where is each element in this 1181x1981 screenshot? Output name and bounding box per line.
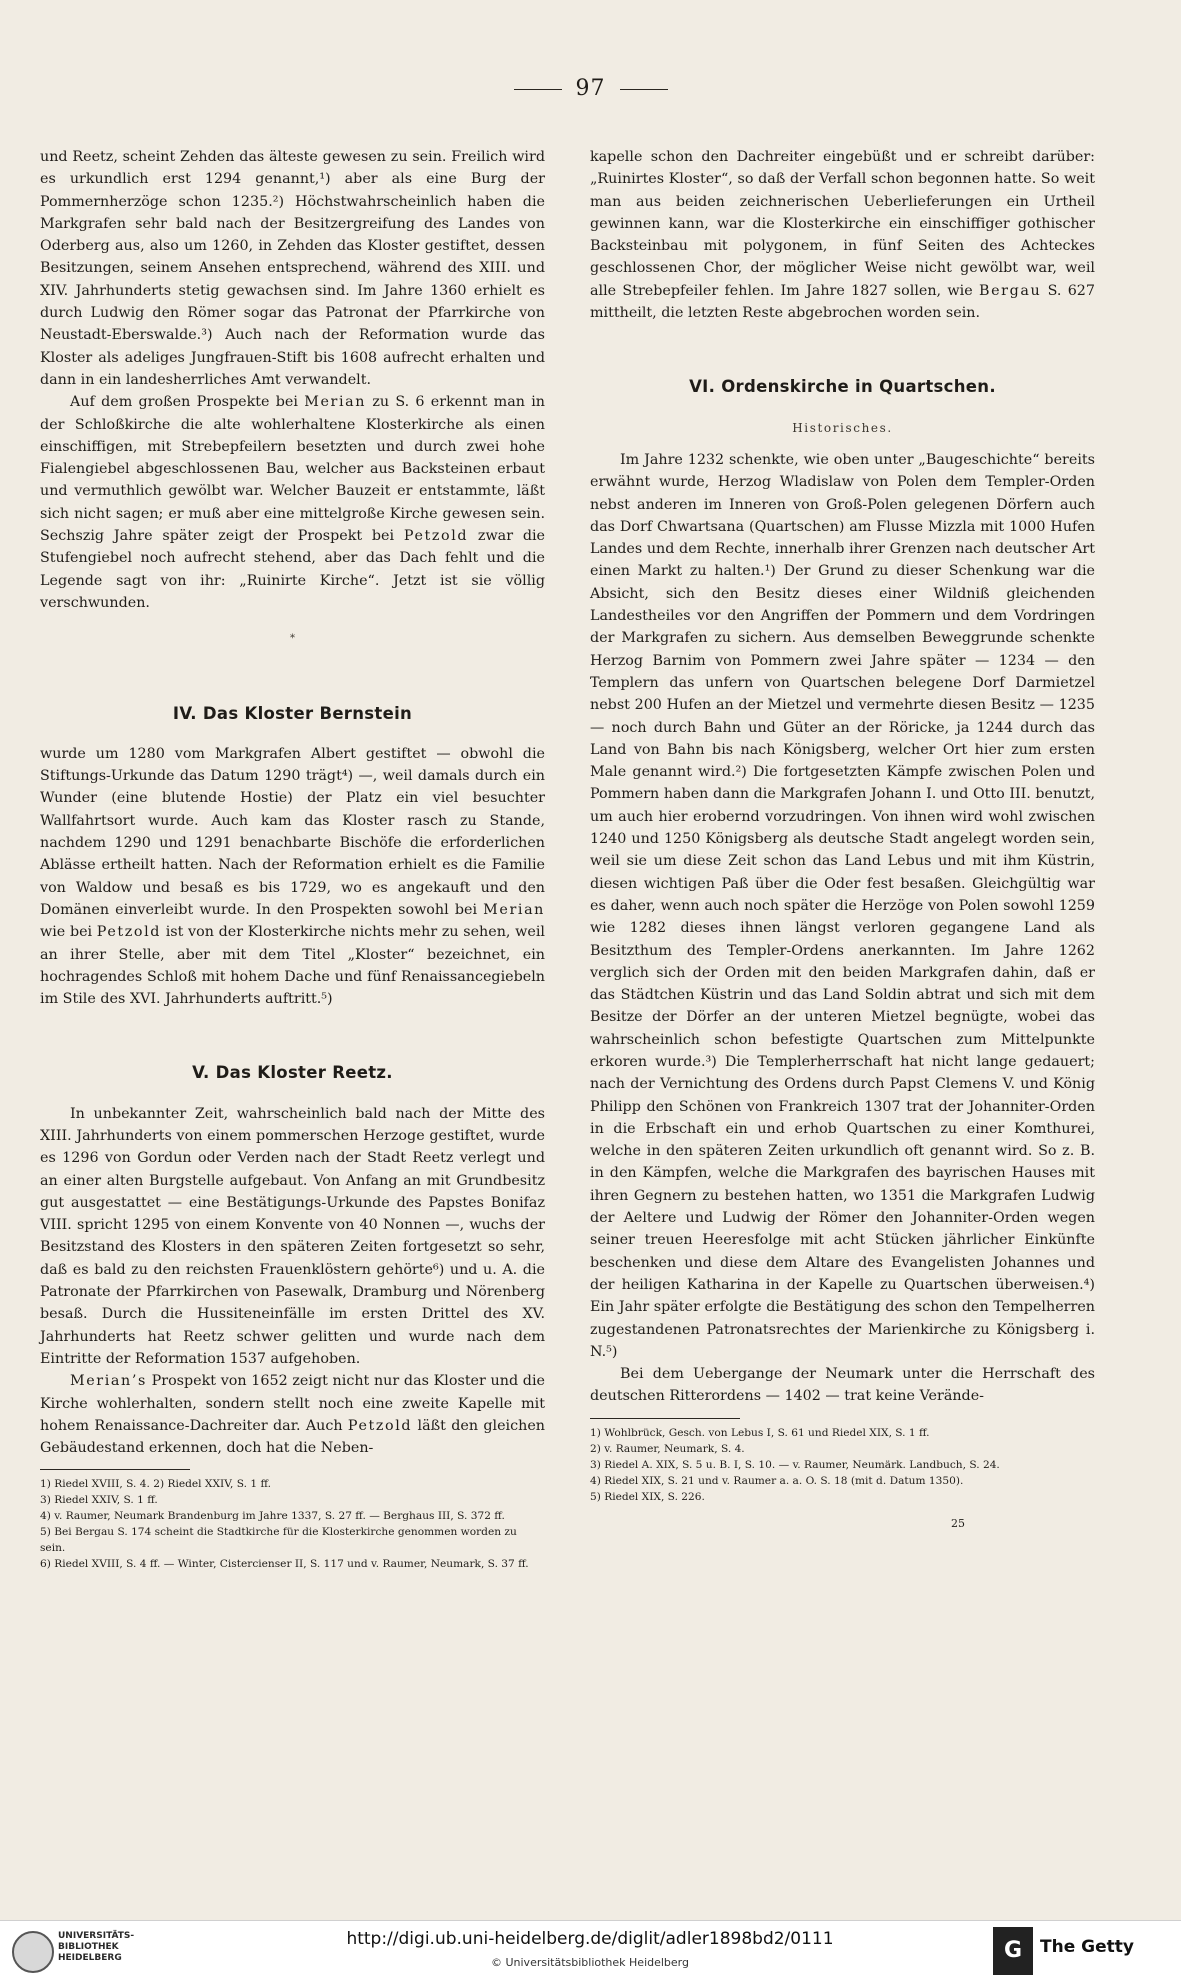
footnote-rule <box>590 1418 740 1419</box>
paragraph: und Reetz, scheint Zehden das älteste gewesen zu sein. Freilich wird es urkundlich erst 1294 genannt,¹) aber als eine Burg der Pommernherzöge schon 1235.²) Höchstwahrscheinlich haben die Markgrafen sehr bald nach der Besitzergreifung des Landes von Oderberg aus, also um 1260, in Zehden das Kloster gestiftet, dessen Besitzungen, seinem Ansehen entsprechend, während des XIII. und XIV. Jahrhunderts stetig gewachsen sind. Im Jahre 1360 erhielt es durch Ludwig den Römer sogar das Patronat der Pfarrkirche von Neustadt-Eberswalde.³) Auch nach der Reformation wurde das Kloster als adeliges Jungfrauen-Stift bis 1608 aufrecht erhalten und dann in ein landesherrliches Amt verwandelt. <box>40 149 545 388</box>
name-spaced: Merian <box>304 394 367 411</box>
permalink-url[interactable]: http://digi.ub.uni-heidelberg.de/diglit/adler1898bd2/0111 <box>346 1929 834 1949</box>
copyright-text: © Universitätsbibliothek Heidelberg <box>490 1956 689 1969</box>
section-heading: IV. Das Kloster Bernstein <box>172 703 413 723</box>
footnote: 6) Riedel XVIII, S. 4 ff. — Winter, Cistercienser II, S. 117 und v. Raumer, Neumark, S. 37 ff. <box>40 1558 529 1571</box>
page-number: 97 <box>575 76 606 101</box>
name-spaced: Merian’s <box>70 1373 147 1390</box>
paragraph: Merian’s Prospekt von 1652 zeigt nicht nur das Kloster und die Kirche wohlerhalten, sondern stellt noch eine zweite Kapelle mit hohem Renaissance-Dachreiter dar. Auch Petzold läßt den gleichen Gebäudestand erkennen, doch hat die Neben- <box>40 1373 545 1457</box>
section-divider-star: * <box>290 633 295 645</box>
seal-icon <box>12 1931 54 1973</box>
getty-logo-icon[interactable]: G <box>993 1927 1033 1975</box>
footnotes-left <box>40 1476 545 1572</box>
footnote: 3) Riedel XXIV, S. 1 ff. <box>40 1494 158 1507</box>
university-library-logo[interactable] <box>12 1927 152 1975</box>
logo-text: UNIVERSITÄTS- BIBLIOTHEK HEIDELBERG <box>58 1931 135 1963</box>
paragraph: Auf dem großen Prospekte bei Merian zu S. 6 erkennt man in der Schloßkirche die alte wohlerhaltene Klosterkirche als einen einschiffigen, mit Strebepfeilern besetzten und durch zwei hohe Fialengiebel abgeschlossenen Bau, welcher aus Backsteinen erbaut und vermuthlich gewölbt war. Welcher Bauzeit er entstammte, läßt sich nicht sagen; er muß aber eine mittelgroße Kirche gewesen sein. Sechszig Jahre später zeigt der Prospekt bei Petzold zwar die Stufengiebel noch aufrecht stehend, aber das Dach fehlt und die Legende sagt von ihr: „Ruinirte Kirche“. Jetzt ist sie völlig verschwunden. <box>40 394 546 611</box>
footnote: 2) v. Raumer, Neumark, S. 4. <box>590 1442 745 1455</box>
name-spaced: Bergau <box>978 282 1042 299</box>
getty-name: The Getty <box>1040 1937 1134 1957</box>
printer-signature: 25 <box>951 1516 965 1530</box>
footnotes-right <box>590 1425 1095 1505</box>
paragraph: Bei dem Uebergange der Neumark unter die Herrschaft des deutschen Ritterordens — 1402 — trat keine Verände- <box>590 1366 1095 1405</box>
footnote: 1) Wohlbrück, Gesch. von Lebus I, S. 61 und Riedel XIX, S. 1 ff. <box>590 1426 930 1439</box>
viewer-footer-bar <box>0 1920 1181 1981</box>
footnote: 1) Riedel XVIII, S. 4. 2) Riedel XXIV, S. 1 ff. <box>40 1478 271 1491</box>
footnote: 5) Bei Bergau S. 174 scheint die Stadtkirche für die Klosterkirche genommen worden zu sein. <box>40 1526 517 1555</box>
name-spaced: Petzold <box>96 924 162 941</box>
footnote-rule <box>40 1469 190 1470</box>
page-number-rule-left <box>514 89 562 90</box>
paragraph: In unbekannter Zeit, wahrscheinlich bald nach der Mitte des XIII. Jahrhunderts von einem pommerschen Herzoge gestiftet, wurde es 1296 von Gordun oder Verden nach der Stadt Reetz verlegt und an einer alten Burgstelle aufgebaut. Von Anfang an mit Grundbesitz gut ausgestattet — eine Bestätigungs-Urkunde des Papstes Bonifaz VIII. spricht 1295 von einem Konvente von 40 Nonnen —, wuchs der Besitzstand des Klosters in den späteren Zeiten fortgesetzt so sehr, daß es bald zu den reichsten Frauenklöstern gehörte⁶) und u. A. die Patronate der Pfarrkirchen von Pasewalk, Dramburg und Nörenberg besaß. Durch die Hussiteneinfälle im ersten Drittel des XV. Jahrhunderts hat Reetz schwer gelitten und wurde nach dem Eintritte der Reformation 1537 aufgehoben. <box>40 1105 545 1367</box>
footnote: 4) v. Raumer, Neumark Brandenburg im Jahre 1337, S. 27 ff. — Berghaus III, S. 372 ff. <box>40 1510 505 1523</box>
paragraph: wurde um 1280 vom Markgrafen Albert gestiftet — obwohl die Stiftungs-Urkunde das Datum 1290 trägt⁴) —, weil damals durch ein Wunder (eine blutende Hostie) der Platz ein viel besuchter Wallfahrtsort wurde. Auch kam das Kloster rasch zu Stande, nachdem 1290 und 1291 benachbarte Bischöfe die erforderlichen Ablässe ertheilt hatten. Nach der Reformation erhielt es die Familie von Waldow und besaß es bis 1729, wo es angekauft und den Domänen einverleibt wurde. In den Prospekten sowohl bei Merian wie bei Petzold ist von der Klosterkirche nichts mehr zu sehen, weil an ihrer Stelle, aber mit dem Titel „Kloster“ bezeichnet, ein hochragendes Schloß mit hohem Dache und fünf Renaissancegiebeln im Stile des XVI. Jahrhunderts auftritt.⁵) <box>40 745 545 1008</box>
section-heading: VI. Ordenskirche in Quartschen. <box>689 377 996 397</box>
section-heading: V. Das Kloster Reetz. <box>192 1063 393 1083</box>
name-spaced: Petzold <box>347 1417 413 1434</box>
page-number-rule-right <box>620 89 668 90</box>
footnote: 3) Riedel A. XIX, S. 5 u. B. I, S. 10. — v. Raumer, Neumärk. Landbuch, S. 24. <box>590 1458 1000 1471</box>
footnote: 4) Riedel XIX, S. 21 und v. Raumer a. a. O. S. 18 (mit d. Datum 1350). <box>590 1474 964 1487</box>
right-column <box>590 146 1095 1535</box>
paragraph: Im Jahre 1232 schenkte, wie oben unter „Baugeschichte“ bereits erwähnt wurde, Herzog Wladislaw von Polen dem Templer-Orden nebst anderen im Inneren von Groß-Polen gelegenen Dörfern auch das Dorf Chwartsana (Quartschen) am Flusse Mizzla mit 1000 Hufen Landes und dem Rechte, innerhalb ihrer Grenzen nach deutscher Art einen Markt zu halten.¹) Der Grund zu dieser Schenkung war die Absicht, sich den Besitz dieses einer Wildniß gleichenden Landestheiles vor den Angriffen der Pommern und dem Vordringen der Markgrafen zu sichern. Aus demselben Beweggrunde schenkte Herzog Barnim von Pommern zwei Jahre später — 1234 — den Templern das unfern von Quartschen belegene Dorf Darmietzel nebst 200 Hufen an der Mietzel und vermehrte diesen Besitz — 1235 — noch durch Bahn und Güter an der Röricke, ja 1244 durch das Land von Bahn bis nach Königsberg, welcher Ort hier zum ersten Male genannt wird.²) Die fortgesetzten Kämpfe zwischen Polen und Pommern haben dann die Markgrafen Johann I. und Otto III. benutzt, um auch hier erobernd vorzudringen. Von ihnen wird wohl zwischen 1240 und 1250 Königsberg als deutsche Stadt angelegt worden sein, weil sie um diese Zeit schon das Land Lebus und mit ihm Küstrin, diesen wichtigen Paß über die Oder fest besaßen. Gleichgültig war es daher, wenn auch noch später die Herzöge von Polen sowohl 1259 wie 1282 dieses ihnen längst verloren gegangene Land als Besitzthum des Templer-Ordens anerkannten. Im Jahre 1262 verglich sich der Orden mit den beiden Markgrafen dahin, daß er das Städtchen Küstrin und das Land Soldin abtrat und sich mit dem Besitze der Dörfer an der unteren Mietzel begnügte, wobei das wahrscheinlich schon befestigte Quartschen zum Mittelpunkte erkoren wurde.³) Die Templerherrschaft hat nicht lange gedauert; nach der Vernichtung des Ordens durch Papst Clemens V. und König Philipp den Schönen von Frankreich 1307 trat der Johanniter-Orden in die Erbschaft ein und erhob Quartschen zu einer Komthurei, welche in den späteren Zeiten urkundlich oft genannt wird. So z. B. in den Kämpfen, welche die Markgrafen des bayrischen Hauses mit ihren Gegnern zu bestehen hatten, wo 1351 die Markgrafen Ludwig der Aeltere und Ludwig der Römer den Johanniter-Orden wegen seiner treuen Heeresfolge mit acht Stücken jährlicher Einkünfte beschenken und diese dem Altare des Evangelisten Johannes und der heiligen Katharina in der Kapelle zu Quartschen überweisen.⁴) Ein Jahr später erfolgte die Bestätigung des schon den Tempelherren zugestandenen Patronatsrechtes der Marienkirche zu Königsberg i. N.⁵) <box>590 451 1095 1360</box>
page-number-line <box>0 76 1181 101</box>
name-spaced: Merian <box>483 901 545 918</box>
name-spaced: Petzold <box>403 528 469 545</box>
paragraph: kapelle schon den Dachreiter eingebüßt und er schreibt darüber: „Ruinirtes Kloster“, so daß der Verfall schon begonnen hatte. So weit man aus beiden zeichnerischen Ueberlieferungen ein Urtheil gewinnen kann, war die Klosterkirche ein einschiffiger gothischer Backsteinbau mit polygonem, in fünf Seiten des Achteckes geschlossenen Chor, der möglicher Weise nicht gewölbt war, weil alle Strebepfeiler fehlen. Im Jahre 1827 sollen, wie Bergau S. 627 mittheilt, die letzten Reste abgebrochen worden sein. <box>590 149 1095 322</box>
left-column <box>40 146 545 1572</box>
footnote: 5) Riedel XIX, S. 226. <box>590 1490 705 1503</box>
section-subheading: Historisches. <box>792 420 893 435</box>
